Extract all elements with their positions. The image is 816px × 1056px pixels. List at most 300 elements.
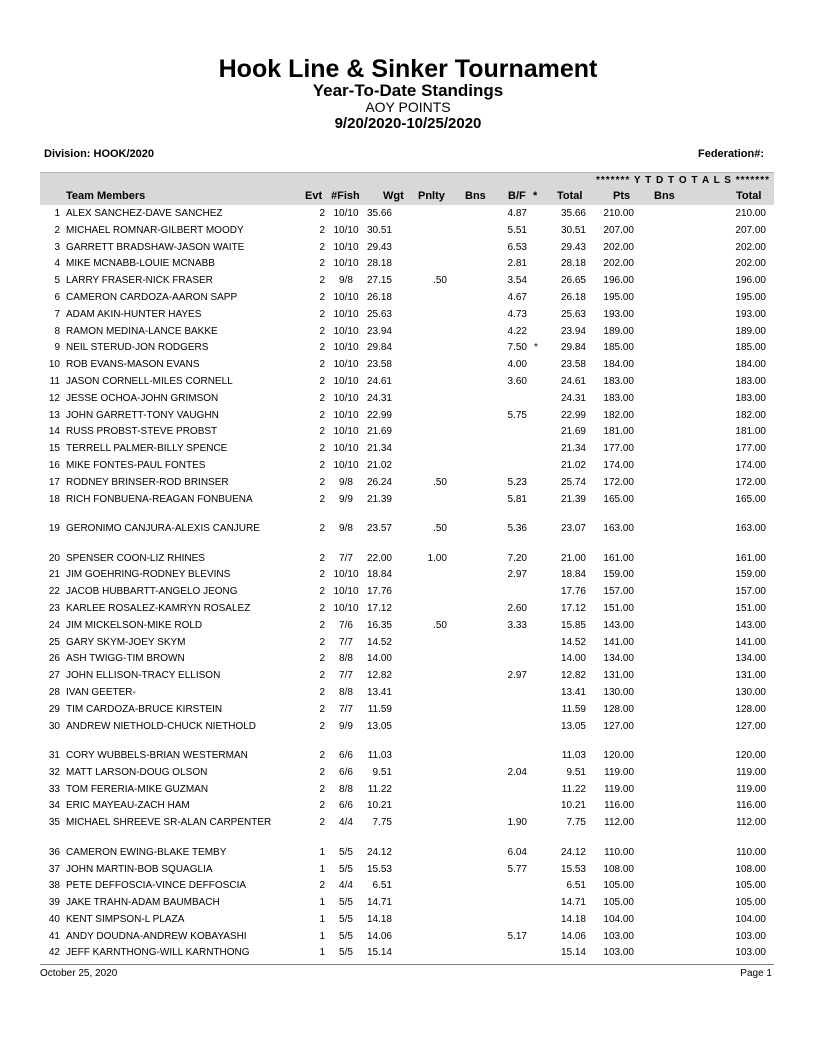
evt-cell: 2	[319, 586, 325, 598]
fish-count-cell: 10/10	[333, 392, 359, 404]
total-cell: 24.61	[560, 375, 586, 387]
evt-cell: 2	[319, 275, 325, 287]
table-row	[0, 879, 816, 896]
fish-count-cell: 10/10	[333, 308, 359, 320]
fish-count-cell: 5/5	[339, 930, 353, 942]
weight-cell: 29.84	[366, 342, 392, 354]
table-row	[0, 816, 816, 846]
weight-cell: 13.41	[366, 686, 392, 698]
total-cell: 18.84	[560, 569, 586, 581]
weight-cell: 7.75	[372, 817, 392, 829]
ytd-points-cell: 105.00	[603, 880, 634, 892]
total-cell: 23.07	[560, 523, 586, 535]
team-members-cell: RODNEY BRINSER-ROD BRINSER	[66, 476, 229, 488]
ytd-total-cell: 184.00	[735, 359, 766, 371]
place-cell: 12	[48, 392, 60, 404]
weight-cell: 28.18	[366, 258, 392, 270]
ytd-points-cell: 157.00	[603, 586, 634, 598]
fish-count-cell: 10/10	[333, 241, 359, 253]
total-cell: 17.12	[560, 602, 586, 614]
report-subtitle: Year-To-Date Standings	[312, 81, 504, 100]
big-fish-cell: 4.73	[507, 308, 527, 320]
total-cell: 29.43	[560, 241, 586, 253]
weight-cell: 21.69	[366, 426, 392, 438]
evt-cell: 2	[319, 459, 325, 471]
table-row	[0, 476, 816, 493]
place-cell: 4	[54, 258, 60, 270]
table-row	[0, 783, 816, 800]
fish-count-cell: 10/10	[333, 208, 359, 219]
evt-cell: 2	[319, 208, 325, 219]
fish-count-cell: 10/10	[333, 224, 359, 236]
col-pts: Pts	[613, 190, 631, 202]
ytd-points-cell: 207.00	[603, 224, 634, 236]
ytd-points-cell: 181.00	[603, 426, 634, 438]
team-members-cell: TERRELL PALMER-BILLY SPENCE	[66, 443, 228, 455]
ytd-points-cell: 119.00	[604, 766, 634, 778]
table-row	[0, 224, 816, 241]
evt-cell: 2	[319, 636, 325, 648]
big-fish-cell: 5.81	[507, 493, 527, 505]
ytd-points-cell: 159.00	[603, 569, 634, 581]
total-cell: 21.02	[560, 459, 586, 471]
weight-cell: 9.51	[372, 766, 392, 778]
ytd-total-cell: 172.00	[735, 476, 766, 488]
place-cell: 26	[48, 653, 60, 665]
ytd-total-cell: 165.00	[735, 493, 766, 505]
standings-rows	[0, 207, 816, 963]
team-members-cell: MICHAEL ROMNAR-GILBERT MOODY	[66, 224, 244, 236]
fish-count-cell: 7/6	[339, 619, 353, 631]
col-ytd-bns: Bns	[654, 190, 675, 202]
total-cell: 21.00	[560, 552, 586, 564]
evt-cell: 1	[319, 846, 325, 858]
weight-cell: 14.71	[366, 897, 392, 909]
ytd-total-cell: 161.00	[735, 552, 766, 564]
fish-count-cell: 9/8	[339, 476, 353, 488]
ytd-total-cell: 141.00	[735, 636, 766, 648]
ytd-total-cell: 177.00	[735, 443, 766, 455]
total-cell: 21.34	[560, 443, 586, 455]
place-cell: 27	[48, 670, 60, 682]
table-row	[0, 846, 816, 863]
total-cell: 26.18	[560, 291, 586, 303]
weight-cell: 21.39	[366, 493, 392, 505]
total-cell: 25.74	[560, 476, 586, 488]
division-label: Division: HOOK/2020	[44, 148, 155, 160]
weight-cell: 15.14	[366, 947, 392, 959]
place-cell: 22	[48, 586, 60, 598]
table-row	[0, 358, 816, 375]
evt-cell: 2	[319, 241, 325, 253]
footer-date: October 25, 2020	[40, 968, 118, 979]
total-cell: 35.66	[560, 208, 586, 219]
team-members-cell: ADAM AKIN-HUNTER HAYES	[66, 308, 202, 320]
total-cell: 14.52	[560, 636, 586, 648]
team-members-cell: JIM GOEHRING-RODNEY BLEVINS	[66, 569, 231, 581]
ytd-total-cell: 131.00	[735, 670, 766, 682]
fish-count-cell: 8/8	[339, 783, 353, 795]
total-cell: 24.12	[560, 846, 586, 858]
evt-cell: 2	[319, 783, 325, 795]
ytd-points-cell: 165.00	[603, 493, 634, 505]
team-members-cell: RUSS PROBST-STEVE PROBST	[66, 426, 218, 438]
place-cell: 14	[48, 426, 60, 438]
fish-count-cell: 9/8	[339, 523, 353, 535]
team-members-cell: MIKE MCNABB-LOUIE MCNABB	[66, 258, 215, 270]
weight-cell: 14.52	[366, 636, 392, 648]
fish-count-cell: 10/10	[333, 359, 359, 371]
table-row	[0, 686, 816, 703]
ytd-total-cell: 195.00	[735, 291, 766, 303]
team-members-cell: ALEX SANCHEZ-DAVE SANCHEZ	[66, 208, 223, 219]
team-members-cell: KARLEE ROSALEZ-KAMRYN ROSALEZ	[66, 602, 251, 614]
ytd-points-cell: 103.00	[603, 930, 634, 942]
team-members-cell: TIM CARDOZA-BRUCE KIRSTEIN	[66, 703, 223, 715]
evt-cell: 2	[319, 493, 325, 505]
fish-count-cell: 5/5	[339, 947, 353, 959]
team-members-cell: JIM MICKELSON-MIKE ROLD	[66, 619, 203, 631]
total-cell: 6.51	[566, 880, 586, 892]
fish-count-cell: 4/4	[339, 880, 353, 892]
table-row	[0, 636, 816, 653]
fish-count-cell: 8/8	[339, 653, 353, 665]
fish-count-cell: 10/10	[333, 291, 359, 303]
penalty-cell: .50	[433, 275, 447, 287]
ytd-points-cell: 196.00	[603, 275, 634, 287]
footer-divider	[40, 964, 774, 965]
weight-cell: 22.99	[366, 409, 392, 421]
evt-cell: 2	[319, 476, 325, 488]
col-evt: Evt	[305, 190, 323, 202]
team-members-cell: GARRETT BRADSHAW-JASON WAITE	[66, 241, 245, 253]
weight-cell: 10.21	[366, 800, 392, 812]
place-cell: 40	[48, 913, 60, 925]
big-fish-cell: 4.00	[507, 359, 527, 371]
ytd-total-cell: 202.00	[735, 241, 766, 253]
weight-cell: 29.43	[366, 241, 392, 253]
ytd-points-cell: 141.00	[603, 636, 634, 648]
table-row	[0, 863, 816, 880]
ytd-points-cell: 143.00	[603, 619, 634, 631]
fish-count-cell: 6/6	[339, 766, 353, 778]
team-members-cell: CORY WUBBELS-BRIAN WESTERMAN	[66, 750, 248, 762]
fish-count-cell: 10/10	[333, 586, 359, 598]
fish-count-cell: 10/10	[333, 602, 359, 614]
weight-cell: 30.51	[366, 224, 392, 236]
table-row	[0, 291, 816, 308]
table-row	[0, 257, 816, 274]
ytd-points-cell: 108.00	[603, 863, 634, 875]
fish-count-cell: 6/6	[339, 750, 353, 762]
fish-count-cell: 9/9	[339, 720, 353, 732]
table-row	[0, 799, 816, 816]
ytd-points-cell: 119.00	[604, 783, 634, 795]
ytd-total-cell: 181.00	[735, 426, 766, 438]
weight-cell: 15.53	[366, 863, 392, 875]
fish-count-cell: 7/7	[339, 636, 353, 648]
total-cell: 15.14	[560, 947, 586, 959]
evt-cell: 1	[319, 913, 325, 925]
team-members-cell: CAMERON CARDOZA-AARON SAPP	[66, 291, 238, 303]
table-row	[0, 669, 816, 686]
ytd-total-cell: 120.00	[735, 750, 766, 762]
ytd-points-cell: 177.00	[603, 443, 634, 455]
ytd-points-cell: 202.00	[603, 241, 634, 253]
evt-cell: 2	[319, 686, 325, 698]
team-members-cell: JOHN ELLISON-TRACY ELLISON	[66, 670, 221, 682]
weight-cell: 27.15	[366, 275, 392, 287]
fish-count-cell: 4/4	[339, 817, 353, 829]
place-cell: 30	[48, 720, 60, 732]
ytd-points-cell: 174.00	[603, 459, 634, 471]
total-cell: 25.63	[560, 308, 586, 320]
ytd-points-cell: 182.00	[603, 409, 634, 421]
weight-cell: 24.12	[366, 846, 392, 858]
weight-cell: 11.03	[367, 750, 392, 762]
big-fish-cell: 2.60	[507, 602, 527, 614]
big-fish-cell: 1.90	[507, 817, 527, 829]
big-fish-cell: 5.77	[507, 863, 527, 875]
ytd-points-cell: 105.00	[603, 897, 634, 909]
evt-cell: 2	[319, 552, 325, 564]
team-members-cell: RAMON MEDINA-LANCE BAKKE	[66, 325, 218, 337]
ytd-total-cell: 174.00	[735, 459, 766, 471]
ytd-total-cell: 183.00	[735, 375, 766, 387]
big-fish-cell: 2.97	[507, 569, 527, 581]
ytd-points-cell: 103.00	[603, 947, 634, 959]
table-row	[0, 308, 816, 325]
place-cell: 17	[48, 476, 60, 488]
big-fish-cell: 3.60	[507, 375, 527, 387]
place-cell: 3	[54, 241, 60, 253]
ytd-total-cell: 193.00	[735, 308, 766, 320]
team-members-cell: GARY SKYM-JOEY SKYM	[66, 636, 186, 648]
big-fish-cell: 4.22	[507, 325, 527, 337]
table-row	[0, 207, 816, 224]
total-cell: 23.94	[560, 325, 586, 337]
total-cell: 11.03	[561, 750, 586, 762]
evt-cell: 2	[319, 308, 325, 320]
ytd-total-cell: 119.00	[736, 766, 766, 778]
evt-cell: 2	[319, 880, 325, 892]
ytd-total-cell: 116.00	[736, 800, 766, 812]
fish-count-cell: 9/9	[339, 493, 353, 505]
place-cell: 13	[48, 409, 60, 421]
table-row	[0, 552, 816, 569]
place-cell: 18	[48, 493, 60, 505]
fish-count-cell: 6/6	[339, 800, 353, 812]
ytd-points-cell: 128.00	[603, 703, 634, 715]
col-wgt: Wgt	[383, 190, 404, 202]
big-fish-cell: 3.33	[507, 619, 527, 631]
team-members-cell: MICHAEL SHREEVE SR-ALAN CARPENTER	[66, 817, 272, 829]
ytd-points-cell: 183.00	[603, 375, 634, 387]
evt-cell: 2	[319, 569, 325, 581]
ytd-points-cell: 202.00	[603, 258, 634, 270]
team-members-cell: JACOB HUBBARTT-ANGELO JEONG	[66, 586, 238, 598]
ytd-points-cell: 184.00	[603, 359, 634, 371]
ytd-total-cell: 157.00	[735, 586, 766, 598]
points-label: AOY POINTS	[365, 99, 451, 115]
table-row	[0, 749, 816, 766]
team-members-cell: GERONIMO CANJURA-ALEXIS CANJURE	[66, 523, 260, 535]
evt-cell: 2	[319, 766, 325, 778]
big-fish-cell: 4.67	[507, 291, 527, 303]
ytd-points-cell: 130.00	[603, 686, 634, 698]
evt-cell: 2	[319, 359, 325, 371]
weight-cell: 25.63	[366, 308, 392, 320]
place-cell: 29	[48, 703, 60, 715]
fish-count-cell: 10/10	[333, 569, 359, 581]
ytd-total-cell: 112.00	[736, 817, 766, 829]
fish-count-cell: 5/5	[339, 913, 353, 925]
big-fish-cell: 2.81	[507, 258, 527, 270]
federation-label: Federation#:	[697, 148, 764, 160]
ytd-total-cell: 128.00	[735, 703, 766, 715]
place-cell: 31	[48, 750, 60, 762]
total-cell: 21.69	[560, 426, 586, 438]
ytd-total-cell: 189.00	[735, 325, 766, 337]
ytd-points-cell: 161.00	[603, 552, 634, 564]
total-cell: 17.76	[560, 586, 586, 598]
total-cell: 21.39	[560, 493, 586, 505]
ytd-points-cell: 151.00	[603, 602, 634, 614]
total-cell: 10.21	[560, 800, 586, 812]
col-pnlty: Pnlty	[418, 190, 445, 202]
ytd-total-cell: 159.00	[735, 569, 766, 581]
fish-count-cell: 10/10	[333, 325, 359, 337]
fish-count-cell: 5/5	[339, 863, 353, 875]
weight-cell: 11.59	[367, 703, 392, 715]
evt-cell: 1	[319, 897, 325, 909]
evt-cell: 2	[319, 291, 325, 303]
place-cell: 21	[48, 569, 60, 581]
place-cell: 25	[48, 636, 60, 648]
place-cell: 23	[48, 602, 60, 614]
total-cell: 14.06	[560, 930, 586, 942]
ytd-points-cell: 185.00	[603, 342, 634, 354]
ytd-total-cell: 127.00	[735, 720, 766, 732]
ytd-total-cell: 130.00	[735, 686, 766, 698]
table-row	[0, 493, 816, 523]
evt-cell: 2	[319, 720, 325, 732]
weight-cell: 21.02	[366, 459, 392, 471]
team-members-cell: ANDY DOUDNA-ANDREW KOBAYASHI	[66, 930, 247, 942]
team-members-cell: JEFF KARNTHONG-WILL KARNTHONG	[66, 947, 250, 959]
evt-cell: 1	[319, 863, 325, 875]
big-fish-cell: 5.75	[507, 409, 527, 421]
ytd-total-cell: 183.00	[735, 392, 766, 404]
total-cell: 11.59	[561, 703, 586, 715]
team-members-cell: JOHN GARRETT-TONY VAUGHN	[66, 409, 219, 421]
team-members-cell: JAKE TRAHN-ADAM BAUMBACH	[66, 897, 220, 909]
table-row	[0, 652, 816, 669]
evt-cell: 2	[319, 258, 325, 270]
weight-cell: 23.57	[366, 523, 392, 535]
evt-cell: 2	[319, 619, 325, 631]
col-ytd-total: Total	[736, 190, 762, 202]
place-cell: 11	[49, 375, 60, 387]
fish-count-cell: 10/10	[333, 342, 359, 354]
date-range: 9/20/2020-10/25/2020	[334, 115, 482, 132]
place-cell: 20	[48, 552, 60, 564]
fish-count-cell: 10/10	[333, 459, 359, 471]
place-cell: 42	[48, 947, 60, 959]
big-fish-star-cell: *	[534, 342, 538, 354]
big-fish-cell: 5.51	[507, 224, 527, 236]
col-bf: B/F	[508, 190, 526, 202]
fish-count-cell: 10/10	[333, 443, 359, 455]
ytd-total-cell: 151.00	[735, 602, 766, 614]
team-members-cell: JASON CORNELL-MILES CORNELL	[66, 375, 233, 387]
ytd-total-cell: 104.00	[735, 913, 766, 925]
table-row	[0, 325, 816, 342]
total-cell: 28.18	[560, 258, 586, 270]
place-cell: 38	[48, 880, 60, 892]
weight-cell: 17.76	[366, 586, 392, 598]
fish-count-cell: 10/10	[333, 409, 359, 421]
ytd-points-cell: 120.00	[603, 750, 634, 762]
big-fish-cell: 5.23	[507, 476, 527, 488]
weight-cell: 23.94	[366, 325, 392, 337]
weight-cell: 22.00	[366, 552, 392, 564]
place-cell: 24	[48, 619, 60, 631]
ytd-total-cell: 105.00	[735, 880, 766, 892]
table-row	[0, 375, 816, 392]
evt-cell: 2	[319, 703, 325, 715]
place-cell: 1	[54, 208, 60, 219]
total-cell: 12.82	[560, 670, 586, 682]
fish-count-cell: 10/10	[333, 258, 359, 270]
table-row	[0, 913, 816, 930]
ytd-total-cell: 119.00	[736, 783, 766, 795]
team-members-cell: ANDREW NIETHOLD-CHUCK NIETHOLD	[66, 720, 257, 732]
weight-cell: 24.31	[366, 392, 392, 404]
evt-cell: 1	[319, 930, 325, 942]
penalty-cell: 1.00	[427, 552, 447, 564]
total-cell: 14.00	[560, 653, 586, 665]
ytd-points-cell: 116.00	[604, 800, 634, 812]
total-cell: 14.71	[560, 897, 586, 909]
place-cell: 9	[54, 342, 60, 354]
place-cell: 37	[48, 863, 60, 875]
fish-count-cell: 7/7	[339, 670, 353, 682]
fish-count-cell: 5/5	[339, 897, 353, 909]
big-fish-cell: 4.87	[507, 208, 527, 219]
ytd-points-cell: 210.00	[603, 208, 634, 219]
fish-count-cell: 10/10	[333, 375, 359, 387]
evt-cell: 1	[319, 947, 325, 959]
total-cell: 15.85	[560, 619, 586, 631]
total-cell: 11.22	[561, 783, 586, 795]
team-members-cell: PETE DEFFOSCIA-VINCE DEFFOSCIA	[66, 880, 247, 892]
big-fish-cell: 6.04	[507, 846, 527, 858]
table-row	[0, 703, 816, 720]
fish-count-cell: 7/7	[339, 703, 353, 715]
weight-cell: 12.82	[366, 670, 392, 682]
place-cell: 16	[48, 459, 60, 471]
evt-cell: 2	[319, 375, 325, 387]
place-cell: 41	[48, 930, 60, 942]
ytd-totals-banner: ******* Y T D T O T A L S *******	[596, 175, 770, 186]
evt-cell: 2	[319, 342, 325, 354]
team-members-cell: KENT SIMPSON-L PLAZA	[66, 913, 185, 925]
table-row	[0, 946, 816, 963]
evt-cell: 2	[319, 409, 325, 421]
weight-cell: 35.66	[366, 208, 392, 219]
ytd-total-cell: 185.00	[735, 342, 766, 354]
